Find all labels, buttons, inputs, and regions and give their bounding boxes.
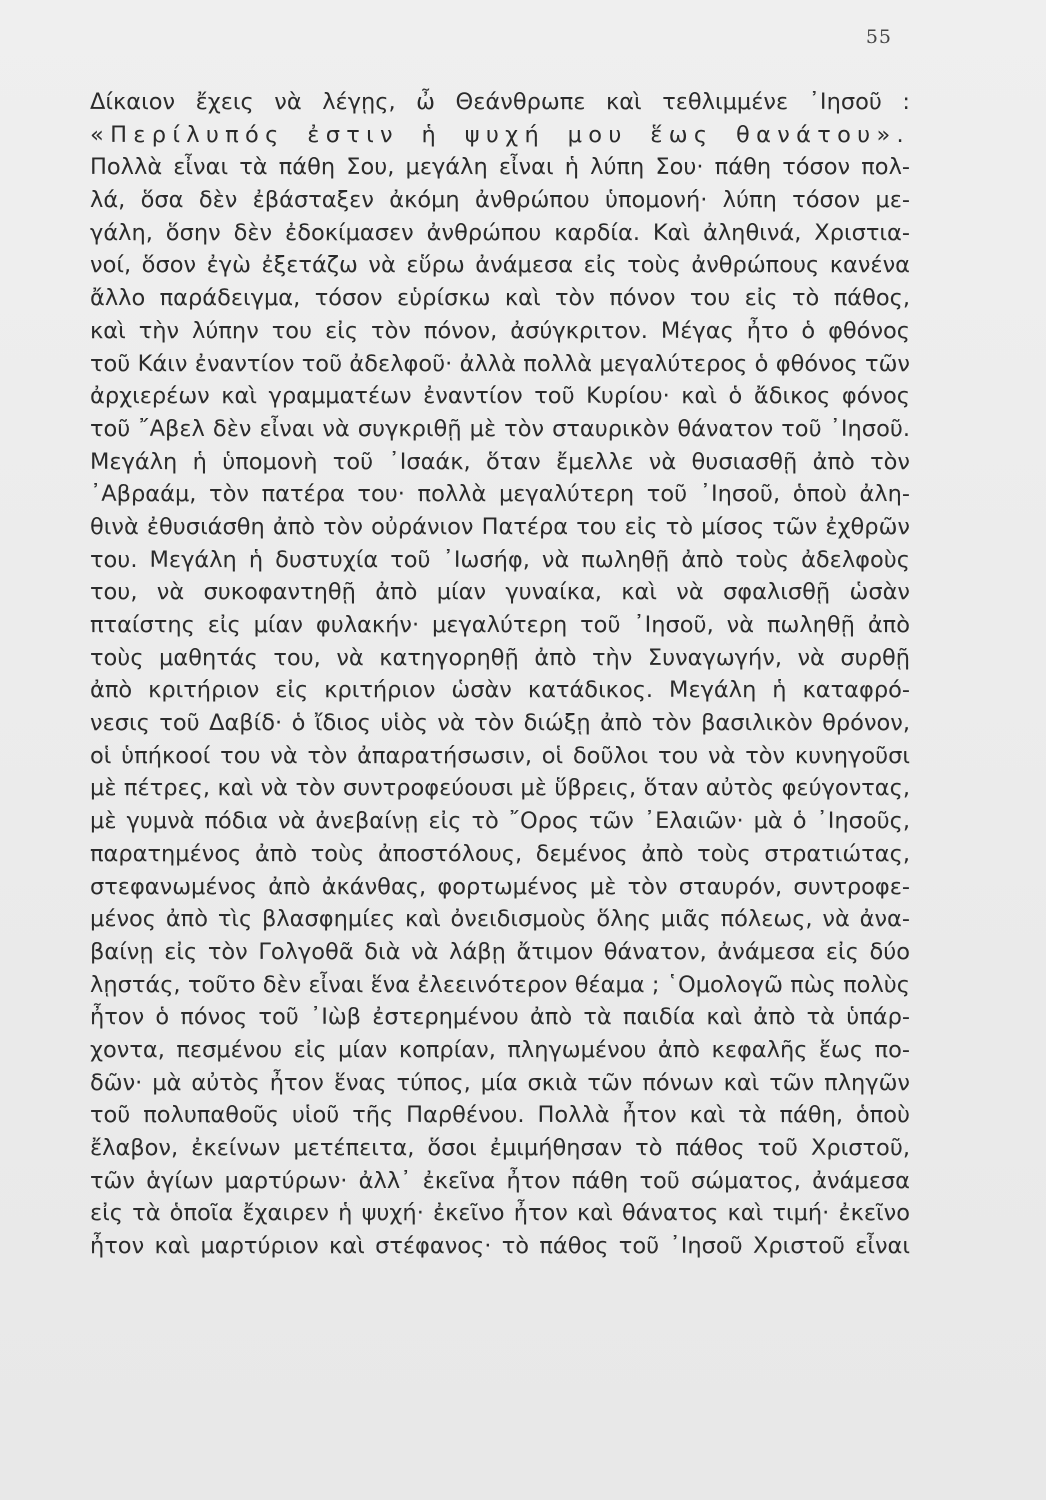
text-line: γάλη, ὅσην δὲν ἐδοκίμασεν ἀνθρώπου καρδία. Καὶ ἀληθινά, Χριστια-: [90, 219, 910, 246]
text-line: θινὰ ἐθυσιάσθη ἀπὸ τὸν οὐράνιον Πατέρα του εἰς τὸ μίσος τῶν ἐχθρῶν: [90, 513, 910, 540]
text-line: καὶ τὴν λύπην του εἰς τὸν πόνον, ἀσύγκριτον. Μέγας ἦτο ὁ φθόνος: [90, 317, 910, 344]
text-line: του. Μεγάλη ἡ δυστυχία τοῦ ᾿Ιωσήφ, νὰ πωληθῇ ἀπὸ τοὺς ἀδελφοὺς: [90, 546, 910, 573]
text-line: οἱ ὑπήκοοί του νὰ τὸν ἀπαρατήσωσιν, οἱ δοῦλοι του νὰ τὸν κυνηγοῦσι: [90, 742, 910, 769]
text-line: δῶν· μὰ αὐτὸς ἦτον ἕνας τύπος, μία σκιὰ τῶν πόνων καὶ τῶν πληγῶν: [90, 1069, 910, 1096]
text-line: τῶν ἁγίων μαρτύρων· ἀλλ᾿ ἐκεῖνα ἦτον πάθη τοῦ σώματος, ἀνάμεσα: [90, 1167, 910, 1194]
page-number: 55: [865, 26, 892, 48]
text-line: ἀπὸ κριτήριον εἰς κριτήριον ὡσὰν κατάδικος. Μεγάλη ἡ καταφρό-: [90, 677, 910, 704]
text-line: νοί, ὅσον ἐγὼ ἐξετάζω νὰ εὕρω ἀνάμεσα εἰς τοὺς ἀνθρώπους κανένα: [90, 252, 910, 279]
text-line: τοὺς μαθητάς του, νὰ κατηγορηθῇ ἀπὸ τὴν Συναγωγήν, νὰ συρθῇ: [90, 644, 910, 671]
text-line: χοντα, πεσμένου εἰς μίαν κοπρίαν, πληγωμένου ἀπὸ κεφαλῆς ἕως πο-: [90, 1036, 910, 1063]
text-line: στεφανωμένος ἀπὸ ἀκάνθας, φορτωμένος μὲ τὸν σταυρόν, συντροφε-: [90, 873, 910, 900]
text-line: παρατημένος ἀπὸ τοὺς ἀποστόλους, δεμένος ἀπὸ τοὺς στρατιώτας,: [90, 840, 910, 867]
text-line: βαίνῃ εἰς τὸν Γολγοθᾶ διὰ νὰ λάβῃ ἄτιμον θάνατον, ἀνάμεσα εἰς δύο: [90, 938, 910, 965]
text-line: «Περίλυπός ἐστιν ἡ ψυχή μου ἕως θανάτου».: [90, 121, 910, 148]
text-line: Μεγάλη ἡ ὑπομονὴ τοῦ ᾿Ισαάκ, ὅταν ἔμελλε νὰ θυσιασθῇ ἀπὸ τὸν: [90, 448, 910, 475]
text-line: Πολλὰ εἶναι τὰ πάθη Σου, μεγάλη εἶναι ἡ λύπη Σου· πάθη τόσον πολ-: [90, 154, 910, 181]
text-line: του, νὰ συκοφαντηθῇ ἀπὸ μίαν γυναίκα, καὶ νὰ σφαλισθῇ ὡσὰν: [90, 579, 910, 606]
text-line: νεσις τοῦ Δαβίδ· ὁ ἴδιος υἱὸς νὰ τὸν διώξῃ ἀπὸ τὸν βασιλικὸν θρόνον,: [90, 710, 910, 737]
text-line: ἦτον καὶ μαρτύριον καὶ στέφανος· τὸ πάθος τοῦ ᾿Ιησοῦ Χριστοῦ εἶναι: [90, 1233, 910, 1260]
body-text: [90, 86, 910, 1263]
text-line: Δίκαιον ἔχεις νὰ λέγῃς, ὦ Θεάνθρωπε καὶ τεθλιμμένε ᾿Ιησοῦ :: [90, 89, 910, 115]
text-line: μὲ γυμνὰ πόδια νὰ ἀνεβαίνῃ εἰς τὸ ῎Ορος τῶν ᾿Ελαιῶν· μὰ ὁ ᾿Ιησοῦς,: [90, 808, 910, 835]
text-line: ἦτον ὁ πόνος τοῦ ᾿Ιὼβ ἐστερημένου ἀπὸ τὰ παιδία καὶ ἀπὸ τὰ ὑπάρ-: [90, 1004, 910, 1031]
text-line: ᾿Αβραάμ, τὸν πατέρα του· πολλὰ μεγαλύτερη τοῦ ᾿Ιησοῦ, ὁποὺ ἀλη-: [90, 481, 910, 508]
text-line: ἄλλο παράδειγμα, τόσον εὑρίσκω καὶ τὸν πόνον του εἰς τὸ πάθος,: [90, 285, 910, 312]
text-line: τοῦ Κάιν ἐναντίον τοῦ ἀδελφοῦ· ἀλλὰ πολλὰ μεγαλύτερος ὁ φθόνος τῶν: [90, 350, 910, 377]
text-line: τοῦ πολυπαθοῦς υἱοῦ τῆς Παρθένου. Πολλὰ ἦτον καὶ τὰ πάθη, ὁποὺ: [90, 1102, 910, 1129]
text-line: τοῦ ῎Αβελ δὲν εἶναι νὰ συγκριθῇ μὲ τὸν σταυρικὸν θάνατον τοῦ ᾿Ιησοῦ.: [90, 415, 910, 442]
text-line: ἀρχιερέων καὶ γραμματέων ἐναντίον τοῦ Κυρίου· καὶ ὁ ἄδικος φόνος: [90, 383, 910, 410]
text-line: ἔλαβον, ἐκείνων μετέπειτα, ὅσοι ἐμιμήθησαν τὸ πάθος τοῦ Χριστοῦ,: [90, 1135, 910, 1161]
text-line: μὲ πέτρες, καὶ νὰ τὸν συντροφεύουσι μὲ ὕβρεις, ὅταν αὐτὸς φεύγοντας,: [90, 775, 910, 802]
text-line: εἰς τὰ ὁποῖα ἔχαιρεν ἡ ψυχή· ἐκεῖνο ἦτον καὶ θάνατος καὶ τιμή· ἐκεῖνο: [90, 1200, 910, 1227]
text-line: λά, ὅσα δὲν ἐβάσταξεν ἀκόμη ἀνθρώπου ὑπομονή· λύπη τόσον με-: [90, 187, 910, 214]
text-line: πταίστης εἰς μίαν φυλακήν· μεγαλύτερη τοῦ ᾿Ιησοῦ, νὰ πωληθῇ ἀπὸ: [90, 612, 910, 638]
text-line: μένος ἀπὸ τὶς βλασφημίες καὶ ὀνειδισμοὺς ὅλης μιᾶς πόλεως, νὰ ἀνα-: [90, 906, 910, 933]
text-line: λῃστάς, τοῦτο δὲν εἶναι ἕνα ἐλεεινότερον θέαμα ; ῾Ομολογῶ πὼς πολὺς: [90, 971, 910, 998]
